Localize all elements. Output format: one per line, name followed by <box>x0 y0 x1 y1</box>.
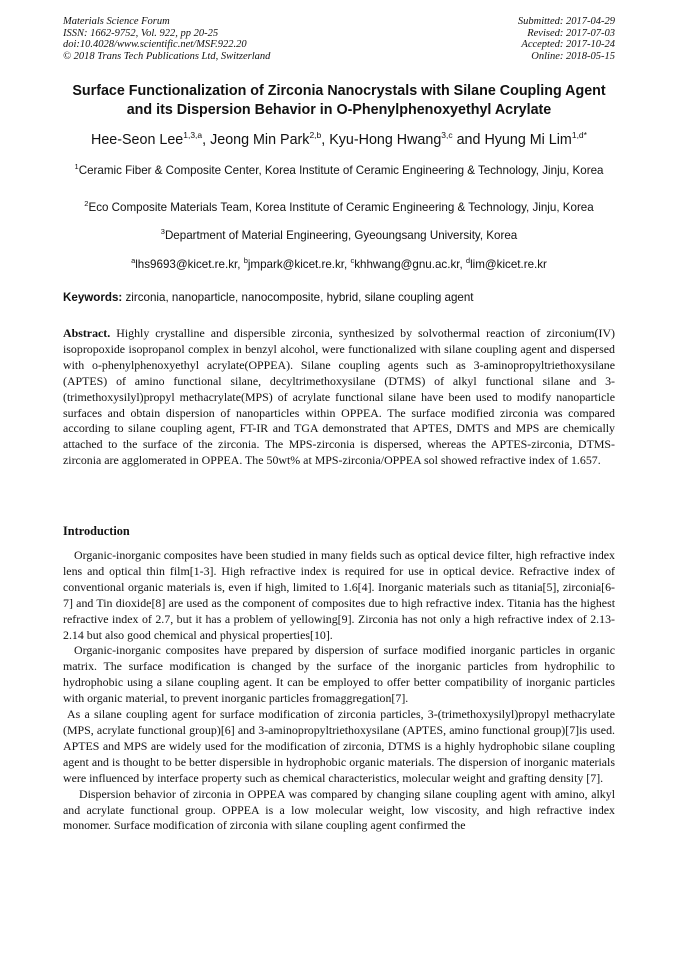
date-online: Online: 2018-05-15 <box>531 50 615 62</box>
author-affiliation-marker: 1,d* <box>571 130 587 140</box>
keywords <box>63 290 615 306</box>
article-dates <box>518 16 615 62</box>
date-submitted: Submitted: 2017-04-29 <box>517 16 615 27</box>
affiliation-marker: 2 <box>84 199 89 208</box>
affiliation-3 <box>63 228 615 244</box>
author-affiliation-marker: 3,c <box>441 130 453 140</box>
email-separator: , <box>459 258 466 271</box>
journal-info <box>63 16 270 62</box>
affiliation-1 <box>63 163 615 179</box>
paragraph: As a silane coupling agent for surface modification of zirconia particles, 3-(trimethoxysilyl)propyl methacrylate (MPS, acrylate functional group)[6] and 3-aminopropyltriethoxysilane (APTES, amino functional group)[7]is used. APTES and MPS are widely used for the modification of zirconia, DTMS is a highly hydrophobic silane coupling agent and is thought to be better dispersible in hydrophobic organic materials. The dispersion of inorganic materials were influenced by interface property such as chemical characteristics, molecular weight and grafting density [7]. <box>63 707 615 785</box>
email-address[interactable]: lhs9693@kicet.re.kr <box>135 258 238 271</box>
author-name: Hee-Seon Lee <box>91 132 184 148</box>
keywords-text: zirconia, nanoparticle, nanocomposite, hybrid, silane coupling agent <box>122 291 474 304</box>
author-affiliation-marker: 1,3,a <box>183 130 203 140</box>
email-marker: d <box>465 256 471 265</box>
affiliation-text: Ceramic Fiber & Composite Center, Korea Institute of Ceramic Engineering & Technology, Jinju, Korea <box>78 164 604 177</box>
abstract <box>63 326 615 469</box>
introduction-body <box>63 548 615 834</box>
affiliation-marker: 1 <box>74 162 79 171</box>
paper-title: Surface Functionalization of Zirconia Nanocrystals with Silane Coupling Agent and its Dispersion Behavior in O-Phenylphenoxyethyl Acrylate <box>72 83 606 118</box>
author-separator: and <box>452 132 485 148</box>
email-marker: a <box>131 256 136 265</box>
affiliation-text: Department of Material Engineering, Gyeoungsang University, Korea <box>164 229 518 242</box>
paragraph: Dispersion behavior of zirconia in OPPEA was compared by changing silane coupling agent with amino, alkyl and acrylate functional group. OPPEA is a low molecular weight, low viscosity, and high refractive index monomer. Surface modification of zirconia with silane coupling agent confirmed the <box>63 786 615 833</box>
paragraph: Organic-inorganic composites have prepared by dispersion of surface modified inorganic particles in organic matrix. The surface modification is changed by the surface of the inorganic particles from hydrophilic to hydrophobic using a silane coupling agent. It can be employed to offer better compatibility of inorganic particles with organic material, to prevent inorganic particles fromaggregation[7]. <box>63 643 615 706</box>
date-revised: Revised: 2017-07-03 <box>527 27 615 39</box>
journal-doi: doi:10.4028/www.scientific.net/MSF.922.20 <box>63 39 247 51</box>
author-emails <box>63 257 615 273</box>
author-list <box>40 131 638 149</box>
author-name: Kyu-Hong Hwang <box>329 132 442 148</box>
author-name: Jeong Min Park <box>210 132 310 148</box>
journal-name: Materials Science Forum <box>63 16 170 27</box>
author-affiliation-marker: 2,b <box>309 130 322 140</box>
email-marker: c <box>350 256 355 265</box>
author-separator: , <box>321 132 330 148</box>
email-address[interactable]: khhwang@gnu.ac.kr <box>354 258 460 271</box>
email-separator: , <box>344 258 351 271</box>
abstract-label: Abstract. <box>63 326 111 340</box>
section-heading-introduction: Introduction <box>63 524 130 538</box>
abstract-text: Highly crystalline and dispersible zirconia, synthesized by solvothermal reaction of zirconium(IV) isopropoxide isopropanol complex in benzyl alcohol, were functionalized with silane coupling agent and dispersed with o-phenylphenoxyethyl acrylate(OPPEA). Silane coupling agents such as 3-aminopropyltriethoxysilane (APTES) of amino functional silane, decyltrimethoxysilane (DTMS) of alkyl functional silane and 3-(trimethoxysilyl)propyl methacrylate(MPS) of acrylate functional silane have been used to modify nanoparticle surfaces and obtain dispersion of nanoparticles within OPPEA. The surface modified zirconia was compared according to silane coupling agent, FT-IR and TGA demonstrated that APTES, DMTS and MPS are chemically attached to the surface of the zirconia. The MPS-zirconia is dispersed, whereas the APTES-zirconia, DTMS-zirconia are agglomerated in OPPEA. The 50wt% at MPS-zirconia/OPPEA sol showed refractive index of 1.657. <box>63 326 615 468</box>
affiliation-2 <box>58 200 620 216</box>
email-address[interactable]: lim@kicet.re.kr <box>470 258 547 271</box>
author-name: Hyung Mi Lim <box>484 132 572 148</box>
journal-issn: ISSN: 1662-9752, Vol. 922, pp 20-25 <box>63 27 219 39</box>
affiliation-text: Eco Composite Materials Team, Korea Institute of Ceramic Engineering & Technology, Jinju, Korea <box>88 201 594 214</box>
paragraph: Organic-inorganic composites have been studied in many fields such as optical device filter, high refractive index lens and optical thin film[1-3]. High refractive index is required for use in optical device. Refractive index of conventional organic materials is, even if high, limited to 1.6[4]. Inorganic materials such as titania[5], zirconia[6-7] and Tin dioxide[8] are used as the component of composites due to high refractive index. Titania has the highest refractive index of 2.7, but it has a problem of yellowing[9]. Zirconia has not only a high refractive index of 2.13-2.14 but also good chemical and physical properties[10]. <box>63 548 615 642</box>
email-address[interactable]: jmpark@kicet.re.kr <box>247 258 345 271</box>
affiliation-marker: 3 <box>160 227 165 236</box>
email-marker: b <box>243 256 248 265</box>
journal-copyright: © 2018 Trans Tech Publications Ltd, Switzerland <box>63 50 271 62</box>
keywords-label: Keywords: <box>63 291 123 304</box>
date-accepted: Accepted: 2017-10-24 <box>521 39 615 51</box>
email-separator: , <box>237 258 244 271</box>
author-separator: , <box>202 132 211 148</box>
